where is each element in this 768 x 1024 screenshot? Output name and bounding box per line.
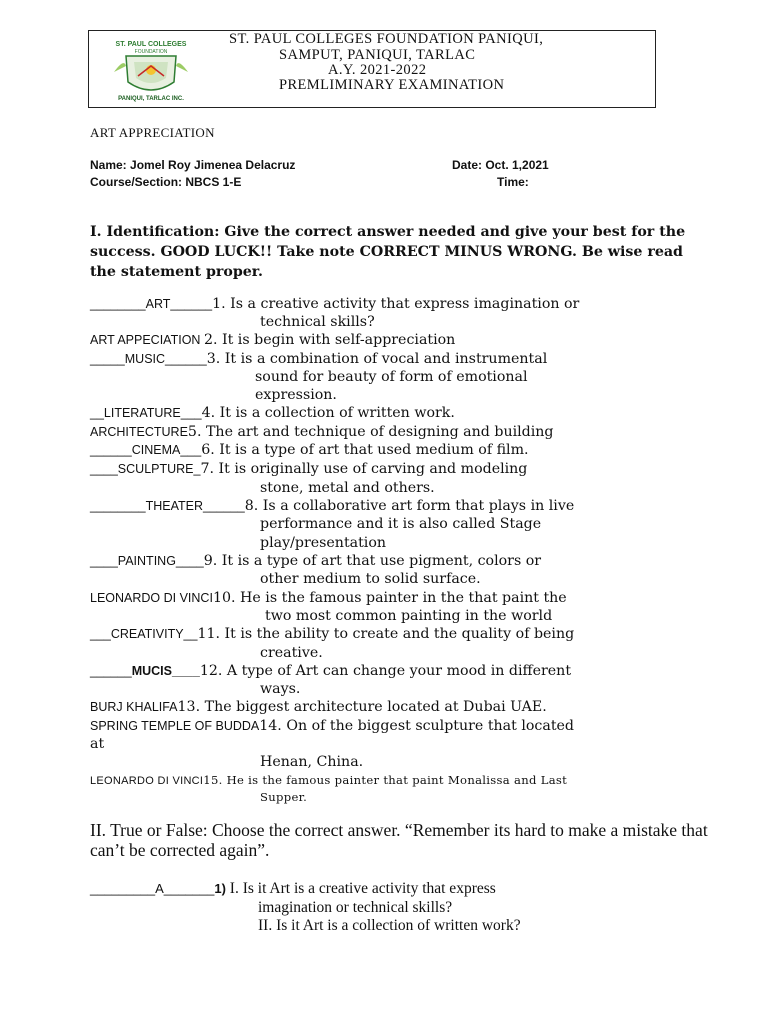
- item-11: [90, 626, 574, 642]
- school-name: ST. PAUL COLLEGES FOUNDATION PANIQUI,: [229, 31, 544, 47]
- item-12-blank: ______: [90, 664, 132, 678]
- svg-text:FOUNDATION: FOUNDATION: [134, 49, 168, 55]
- item-10-question: 10. He is the famous painter in the that paint the: [212, 590, 567, 606]
- item-8-cont: performance and it is also called Stage: [260, 516, 542, 532]
- item-14-cont2: Henan, China.: [260, 754, 364, 770]
- item-8-answer: ________THEATER______: [90, 499, 245, 513]
- item-5-answer: ARCHITECTURE: [90, 425, 188, 439]
- item-7: [90, 461, 527, 477]
- tf-item-1-number: 1): [214, 881, 226, 896]
- item-3-cont: sound for beauty of form of emotional: [255, 369, 528, 385]
- item-7-question: 7. It is originally use of carving and modeling: [200, 461, 528, 477]
- tf-item-1-statement-2: II. Is it Art is a collection of written work?: [258, 917, 521, 934]
- part2-instructions: II. True or False: Choose the correct answer. “Remember its hard to make a mistake that can’t be corrected again”.: [90, 820, 708, 860]
- item-1: [90, 296, 579, 312]
- item-14-cont: at: [90, 736, 105, 752]
- item-15-question: 15. He is the famous painter that paint Monalissa and Last: [203, 773, 568, 787]
- item-7-answer: ____SCULPTURE_: [90, 462, 201, 476]
- item-4-answer: __LITERATURE___: [90, 406, 202, 420]
- tf-item-1: [90, 880, 496, 898]
- tf-item-1-cont: imagination or technical skills?: [258, 899, 453, 916]
- item-8-question: 8. Is a collaborative art form that plays in live: [244, 498, 575, 514]
- school-address: SAMPUT, PANIQUI, TARLAC: [279, 47, 476, 63]
- item-14-question: 14. On of the biggest sculpture that located: [259, 718, 575, 734]
- exam-title: PREMLIMINARY EXAMINATION: [279, 77, 505, 93]
- item-15-answer: LEONARDO DI VINCI: [90, 775, 204, 787]
- svg-text:ST. PAUL COLLEGES: ST. PAUL COLLEGES: [115, 41, 187, 48]
- item-10-cont: two most common painting in the world: [265, 608, 553, 624]
- item-4-question: 4. It is a collection of written work.: [201, 405, 455, 421]
- item-9-cont: other medium to solid surface.: [260, 571, 481, 587]
- item-2-answer: ART APPECIATION: [90, 333, 204, 347]
- item-3-cont2: expression.: [255, 387, 337, 403]
- item-8-cont2: play/presentation: [260, 535, 387, 551]
- item-10: [90, 590, 567, 606]
- item-13-answer: BURJ KHALIFA: [90, 700, 178, 714]
- item-13: [90, 699, 547, 715]
- item-14: [90, 718, 574, 734]
- item-12-answer: MUCIS____: [131, 664, 200, 678]
- item-9: [90, 553, 541, 569]
- item-5-question: 5. The art and technique of designing and building: [187, 424, 554, 440]
- item-8: [90, 498, 574, 514]
- item-12: [90, 663, 571, 679]
- item-2: [90, 332, 455, 348]
- item-6: [90, 442, 529, 458]
- item-12-cont: ways.: [260, 681, 301, 697]
- subject-title: ART APPRECIATION: [90, 125, 215, 140]
- item-1-cont: technical skills?: [260, 314, 375, 330]
- item-15-cont: Supper.: [260, 790, 308, 804]
- item-6-answer: ______CINEMA___: [90, 443, 202, 457]
- item-13-question: 13. The biggest architecture located at Dubai UAE.: [177, 699, 547, 715]
- course-section: Course/Section: NBCS 1-E: [90, 175, 242, 189]
- item-11-answer: ___CREATIVITY__: [90, 627, 198, 641]
- tf-item-1-answer: _________A_______: [90, 881, 215, 896]
- item-15: [90, 773, 567, 787]
- academic-year: A.Y. 2021-2022: [328, 62, 427, 78]
- tf-item-1-statement-1: I. Is it Art is a creative activity that express: [229, 880, 496, 897]
- item-12-question: 12. A type of Art can change your mood in different: [199, 663, 572, 679]
- school-logo: [104, 36, 198, 104]
- item-11-cont: creative.: [260, 645, 323, 661]
- item-5: [90, 424, 554, 440]
- item-9-answer: ____PAINTING____: [90, 554, 204, 568]
- item-6-question: 6. It is a type of art that used medium of film.: [201, 442, 529, 458]
- item-3-question: 3. It is a combination of vocal and instrumental: [206, 351, 548, 367]
- part1-instructions: I. Identification: Give the correct answer needed and give your best for the success. GOOD LUCK!! Take note CORRECT MINUS WRONG. Be wise read the statement proper.: [90, 224, 686, 280]
- svg-text:PANIQUI, TARLAC INC.: PANIQUI, TARLAC INC.: [118, 96, 184, 102]
- student-name: Name: Jomel Roy Jimenea Delacruz: [90, 158, 296, 172]
- item-9-question: 9. It is a type of art that use pigment, colors or: [203, 553, 542, 569]
- item-4: [90, 405, 455, 421]
- item-2-question: 2. It is begin with self-appreciation: [203, 332, 456, 348]
- item-7-cont: stone, metal and others.: [260, 480, 435, 496]
- item-1-question: 1. Is a creative activity that express imagination or: [212, 296, 580, 312]
- item-1-answer: ________ART______: [90, 297, 213, 311]
- item-14-answer: SPRING TEMPLE OF BUDDA: [90, 719, 260, 733]
- item-11-question: 11. It is the ability to create and the quality of being: [197, 626, 575, 642]
- item-3: [90, 351, 547, 367]
- exam-time: Time:: [497, 175, 529, 189]
- exam-date: Date: Oct. 1,2021: [452, 158, 549, 172]
- item-3-answer: _____MUSIC______: [90, 352, 207, 366]
- item-10-answer: LEONARDO DI VINCI: [90, 591, 213, 605]
